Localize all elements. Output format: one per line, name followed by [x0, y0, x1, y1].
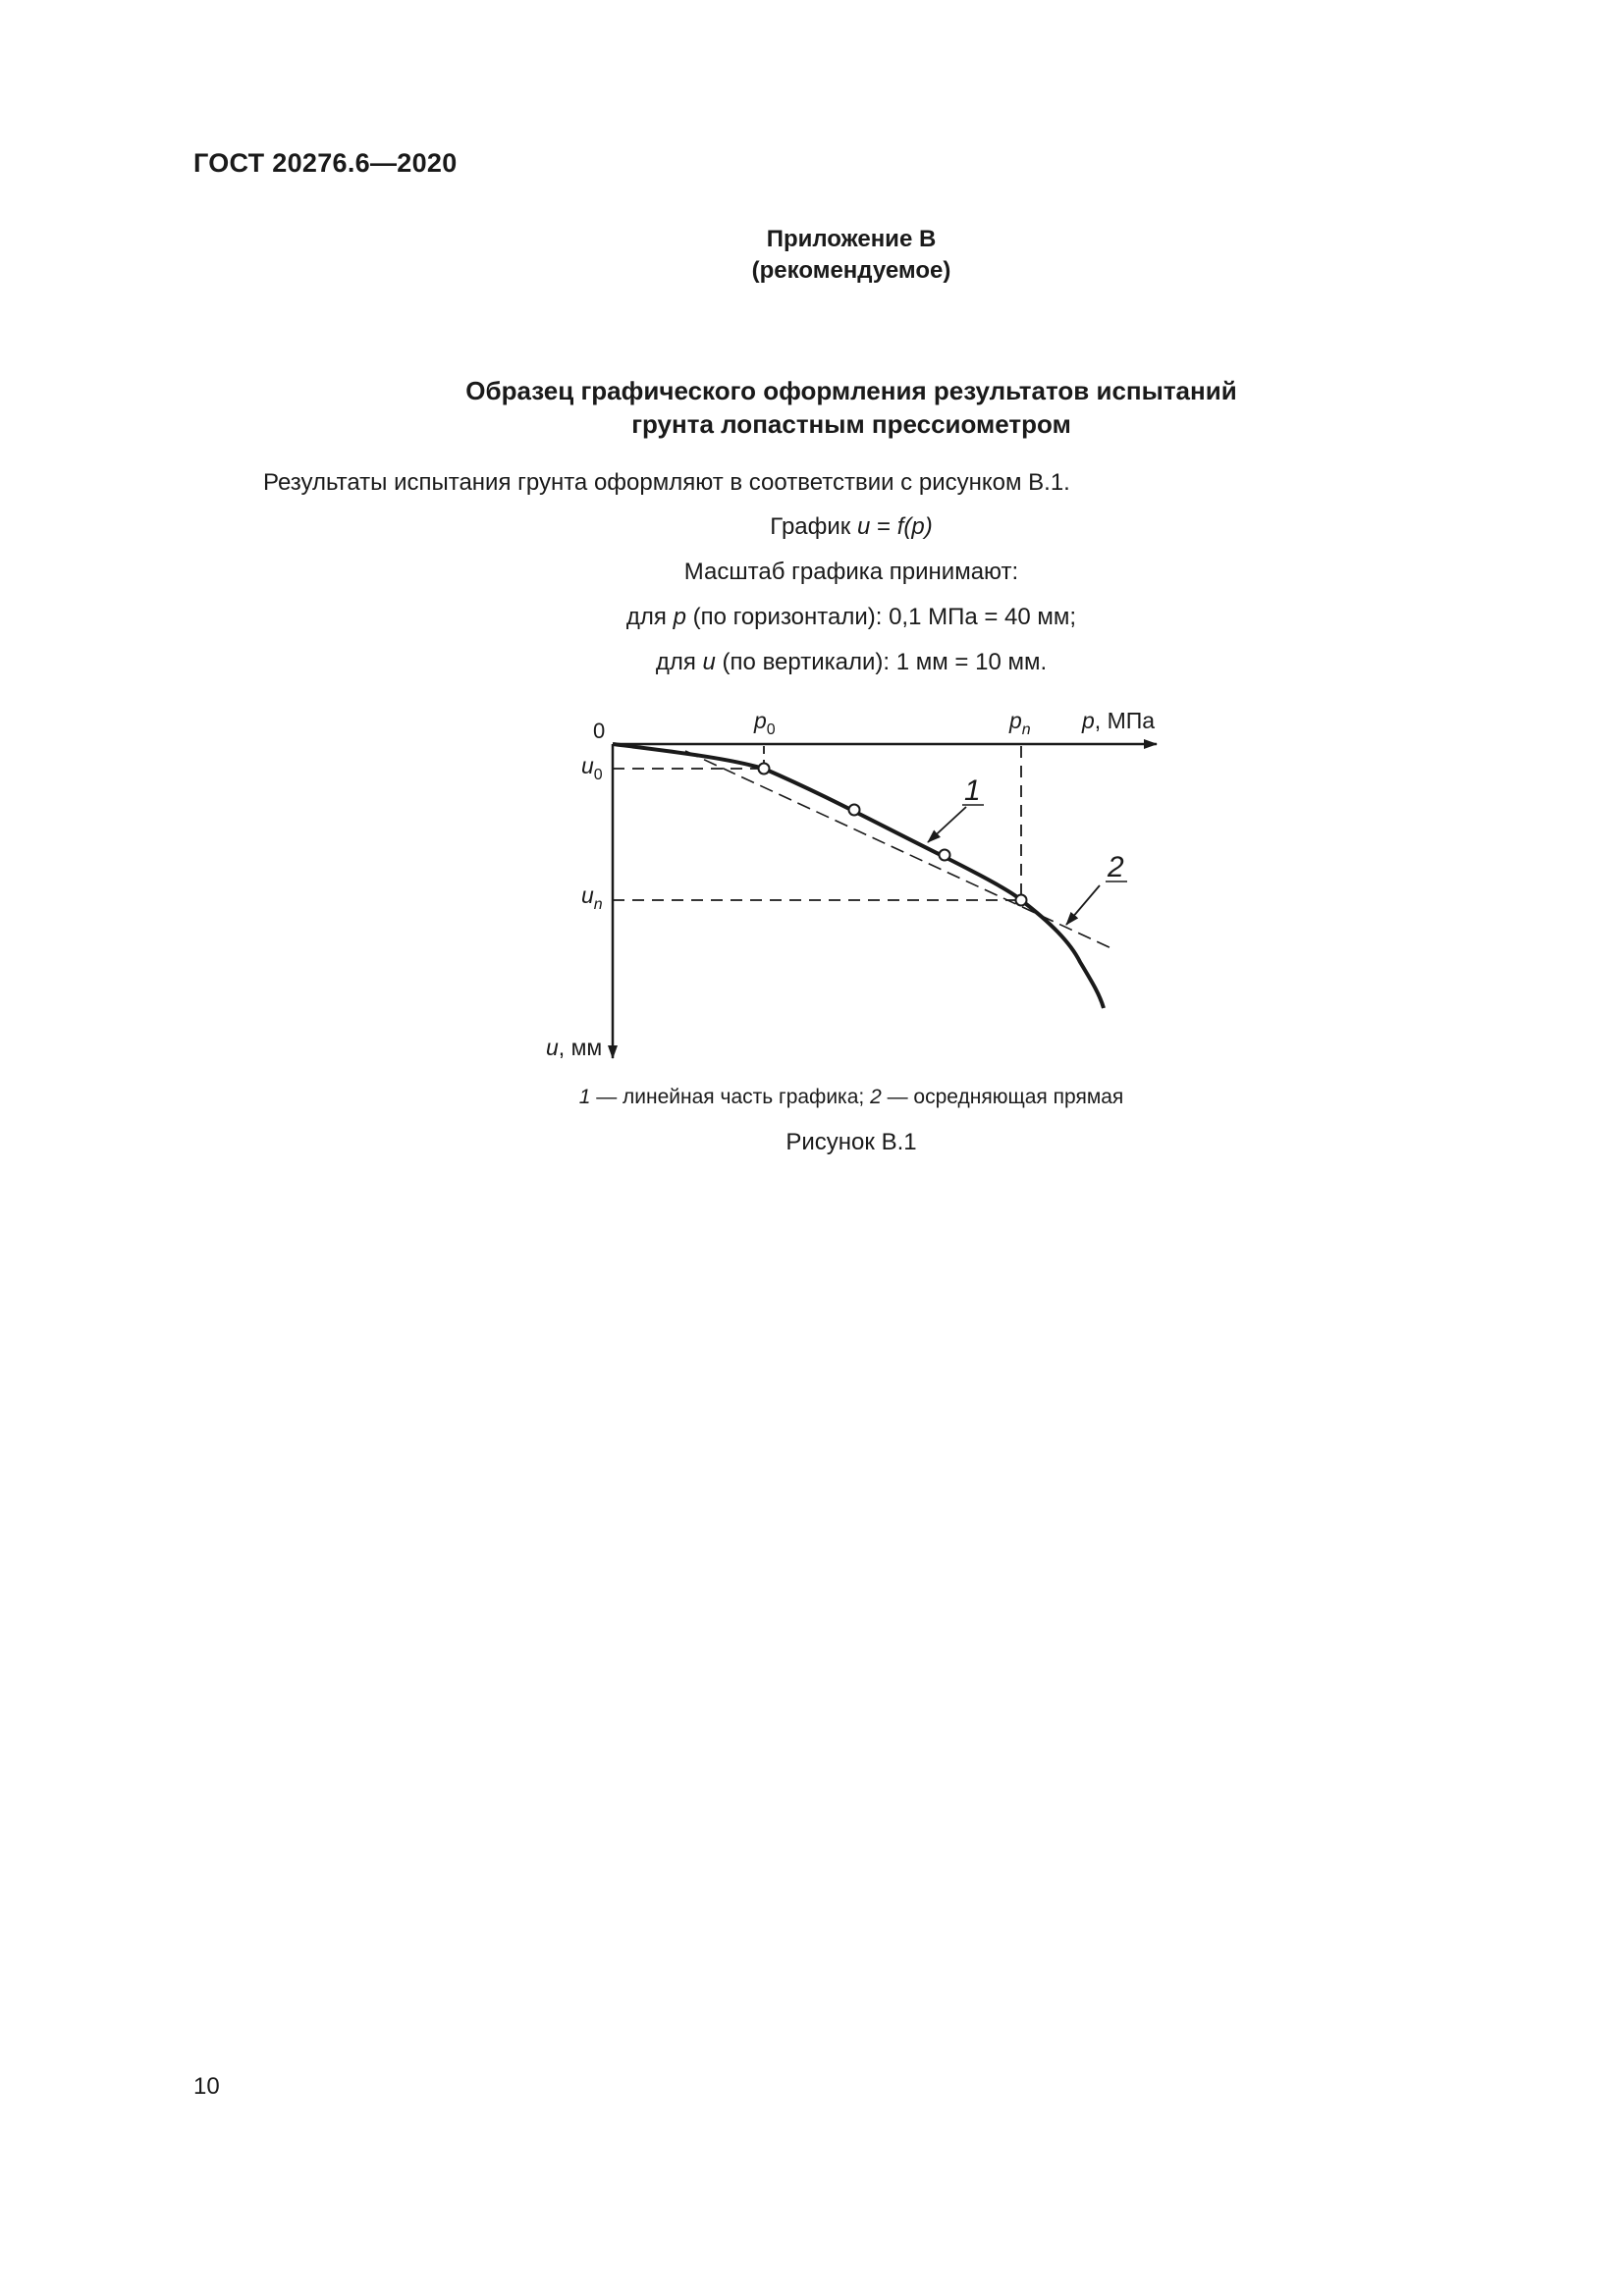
scale-title: Масштаб графика принимают:: [683, 559, 1019, 585]
u-axis-label: u, мм: [546, 1035, 603, 1060]
origin-label: 0: [593, 719, 606, 743]
appendix-title: Приложение В: [766, 226, 937, 252]
caption-text-2: — осредняющая прямая: [881, 1086, 1124, 1108]
callout2-label: 2: [1108, 851, 1124, 883]
section-title-line1: Образец графического оформления результатов испытаний: [465, 376, 1237, 405]
graph-formula-eq: =: [870, 513, 897, 540]
p-axis-label: p, МПа: [1082, 708, 1156, 733]
scale-u-rest: (по вертикали): 1 мм = 10 мм.: [715, 649, 1048, 675]
page-number: 10: [193, 2073, 220, 2100]
caption-number-1: 1: [578, 1086, 591, 1108]
scale-p-prefix: для: [625, 604, 674, 630]
scale-p-rest: (по горизонтали): 0,1 МПа = 40 мм;: [685, 604, 1077, 630]
graph-prefix: График: [770, 513, 857, 540]
document-code: ГОСТ 20276.6—2020: [193, 148, 458, 178]
callout1-leader: [928, 807, 966, 842]
scale-u-var: u: [702, 649, 716, 675]
data-point: [1016, 895, 1027, 906]
caption-number-2: 2: [870, 1086, 882, 1108]
data-point: [849, 805, 860, 816]
appendix-subtitle: (рекомендуемое): [751, 257, 951, 284]
section-title-line2: грунта лопастным прессиометром: [631, 409, 1071, 439]
intro-paragraph: Результаты испытания грунта оформляют в соответствии с рисунком В.1.: [263, 469, 1070, 496]
figure-caption: [0, 1086, 1624, 1109]
graph-formula-u: u: [856, 513, 871, 540]
callout1-label: 1: [964, 774, 981, 807]
scale-u-prefix: для: [655, 649, 703, 675]
figure-label: Рисунок В.1: [785, 1129, 917, 1155]
scale-p-var: p: [673, 604, 686, 630]
test-curve: [613, 744, 1104, 1008]
p0-label: $p_0$: [754, 708, 776, 738]
data-point: [940, 850, 950, 861]
averaging-line: [685, 751, 1113, 949]
pn-label: $p_n$: [1009, 708, 1031, 738]
un-label: $u_n$: [581, 882, 603, 913]
callout2-leader: [1066, 885, 1100, 925]
graph-formula-f: f(p): [896, 513, 933, 540]
caption-text-1: — линейная часть графика;: [590, 1086, 871, 1108]
data-point: [759, 764, 770, 774]
u0-label: $u_0$: [581, 753, 603, 783]
